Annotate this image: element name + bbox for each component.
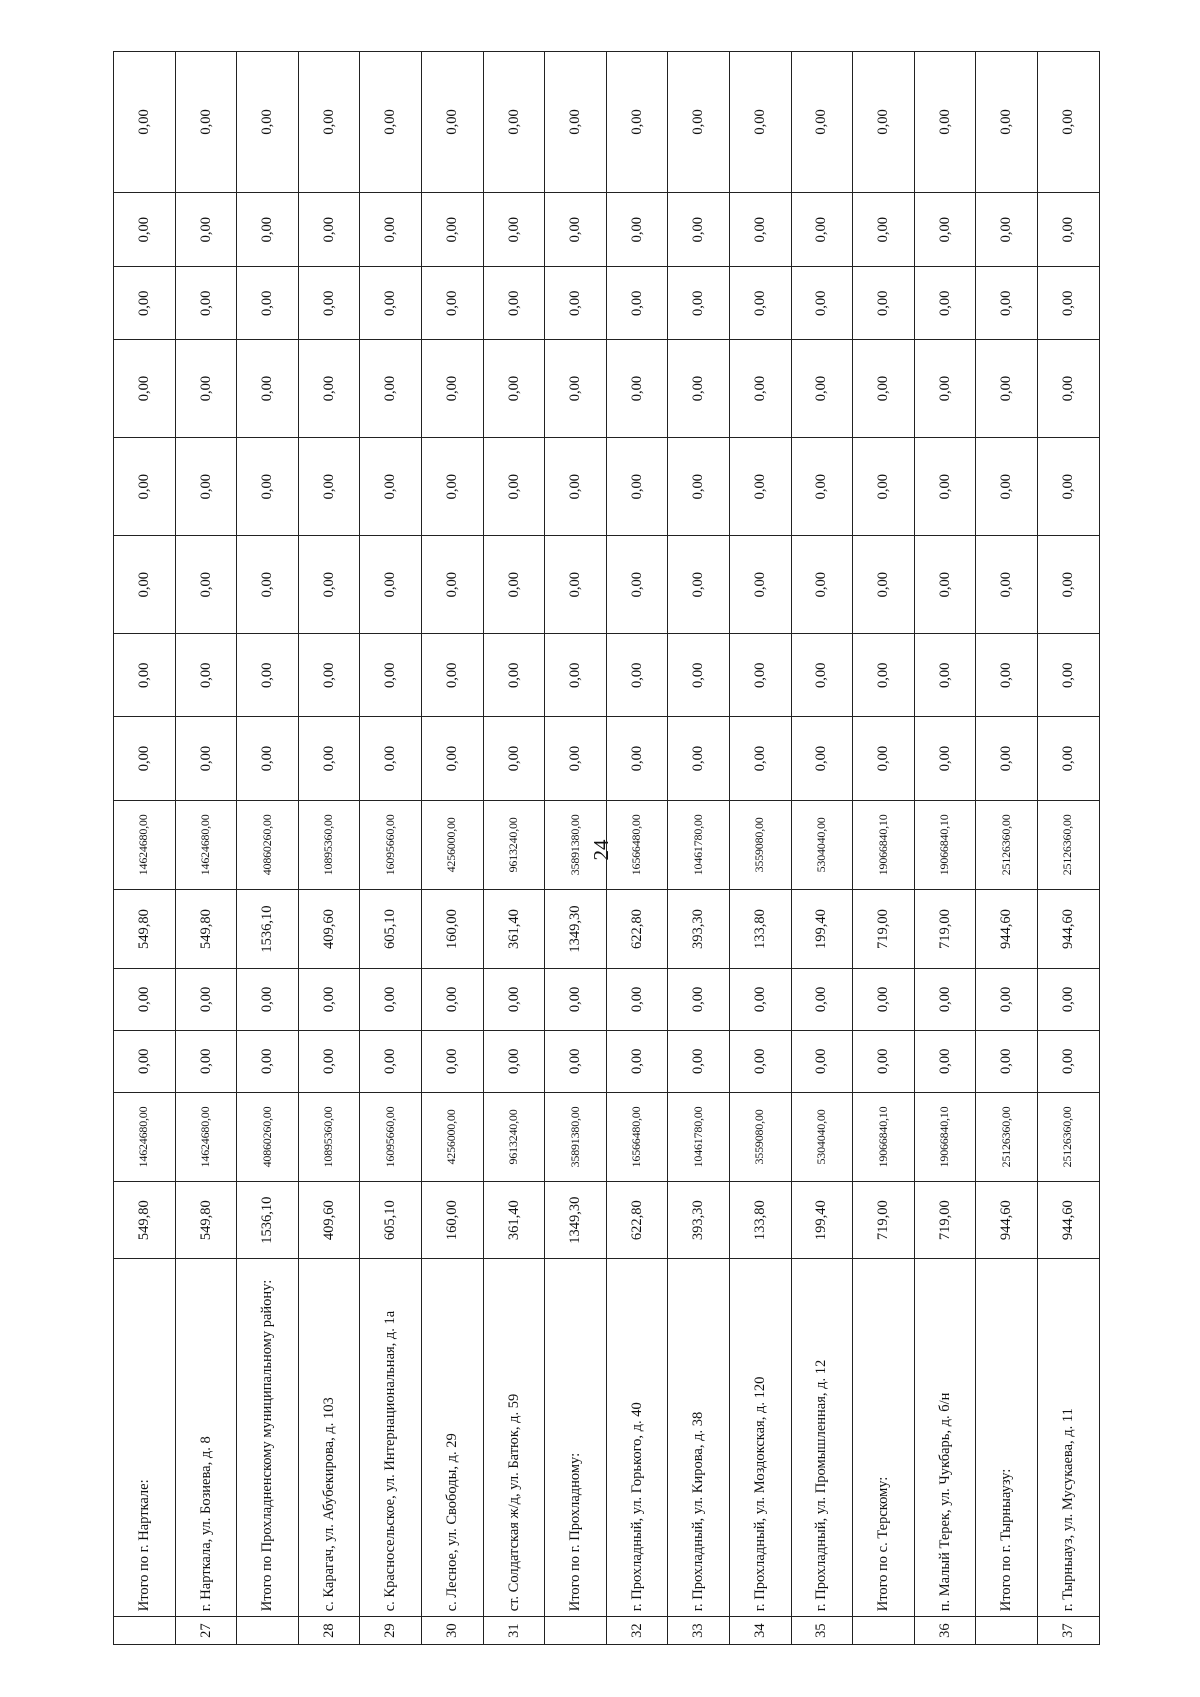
value-cell-z8: 0,00 [483, 267, 545, 340]
value-cell-z5: 0,00 [976, 536, 1038, 634]
value-cell-z1: 0,00 [237, 1030, 299, 1092]
value-cell-z1: 0,00 [791, 1030, 853, 1092]
value-cell-cost1: 25126360,00 [976, 1092, 1038, 1182]
address-cell: г. Тырныауз, ул. Мусукаева, д. 11 [1037, 1259, 1099, 1617]
value-cell-z2: 0,00 [668, 969, 730, 1031]
value-cell-z8: 0,00 [668, 267, 730, 340]
table-row [421, 52, 483, 1645]
value-cell-area1: 409,60 [298, 1182, 360, 1259]
value-cell-z6: 0,00 [545, 438, 607, 536]
value-cell-z1: 0,00 [360, 1030, 422, 1092]
table-row [298, 52, 360, 1645]
value-cell-z9: 0,00 [668, 192, 730, 267]
value-cell-cost1: 16566480,00 [606, 1092, 668, 1182]
table-body [114, 52, 1100, 1645]
value-cell-z9: 0,00 [976, 192, 1038, 267]
value-cell-z10: 0,00 [791, 52, 853, 193]
value-cell-area2: 409,60 [298, 890, 360, 969]
value-cell-z9: 0,00 [791, 192, 853, 267]
value-cell-cost1: 10461780,00 [668, 1092, 730, 1182]
value-cell-z7: 0,00 [545, 340, 607, 438]
value-cell-z5: 0,00 [606, 536, 668, 634]
value-cell-z1: 0,00 [421, 1030, 483, 1092]
address-cell: с. Красносельское, ул. Интернациональная, д. 1а [360, 1259, 422, 1617]
value-cell-z7: 0,00 [298, 340, 360, 438]
value-cell-z10: 0,00 [914, 52, 976, 193]
value-cell-z10: 0,00 [175, 52, 237, 193]
value-cell-z3: 0,00 [606, 717, 668, 800]
value-cell-z7: 0,00 [1037, 340, 1099, 438]
value-cell-z9: 0,00 [545, 192, 607, 267]
table-row [791, 52, 853, 1645]
value-cell-area1: 622,80 [606, 1182, 668, 1259]
value-cell-cost1: 14624680,00 [114, 1092, 176, 1182]
value-cell-z3: 0,00 [1037, 717, 1099, 800]
subtotal-label: Итого по г. Прохладному: [545, 1259, 607, 1617]
value-cell-z3: 0,00 [729, 717, 791, 800]
row-number: 31 [483, 1617, 545, 1645]
value-cell-z8: 0,00 [545, 267, 607, 340]
row-number [545, 1617, 607, 1645]
value-cell-z8: 0,00 [914, 267, 976, 340]
value-cell-z5: 0,00 [729, 536, 791, 634]
value-cell-z8: 0,00 [976, 267, 1038, 340]
value-cell-area1: 361,40 [483, 1182, 545, 1259]
table-row [914, 52, 976, 1645]
value-cell-cost2: 14624680,00 [175, 800, 237, 890]
value-cell-z10: 0,00 [1037, 52, 1099, 193]
value-cell-z2: 0,00 [237, 969, 299, 1031]
value-cell-z4: 0,00 [668, 634, 730, 717]
value-cell-z10: 0,00 [237, 52, 299, 193]
value-cell-z1: 0,00 [729, 1030, 791, 1092]
table-row-subtotal [976, 52, 1038, 1645]
row-number: 34 [729, 1617, 791, 1645]
table-row-subtotal [237, 52, 299, 1645]
value-cell-z4: 0,00 [853, 634, 915, 717]
value-cell-z1: 0,00 [545, 1030, 607, 1092]
value-cell-z7: 0,00 [791, 340, 853, 438]
value-cell-area1: 1349,30 [545, 1182, 607, 1259]
value-cell-z5: 0,00 [668, 536, 730, 634]
address-cell: п. Малый Терек, ул. Чукбарь, д. б/н [914, 1259, 976, 1617]
value-cell-z7: 0,00 [914, 340, 976, 438]
value-cell-z8: 0,00 [1037, 267, 1099, 340]
row-number [853, 1617, 915, 1645]
row-number [237, 1617, 299, 1645]
subtotal-label: Итого по Прохладненскому муниципальному району: [237, 1259, 299, 1617]
value-cell-z6: 0,00 [606, 438, 668, 536]
value-cell-cost2: 16095660,00 [360, 800, 422, 890]
value-cell-z2: 0,00 [791, 969, 853, 1031]
value-cell-cost2: 14624680,00 [114, 800, 176, 890]
table-row-subtotal [545, 52, 607, 1645]
address-cell: с. Лесное, ул. Свободы, д. 29 [421, 1259, 483, 1617]
value-cell-cost1: 25126360,00 [1037, 1092, 1099, 1182]
value-cell-z3: 0,00 [175, 717, 237, 800]
value-cell-z7: 0,00 [360, 340, 422, 438]
page-number: 24 [588, 839, 613, 861]
value-cell-z2: 0,00 [483, 969, 545, 1031]
value-cell-z7: 0,00 [114, 340, 176, 438]
table-row [606, 52, 668, 1645]
row-number: 32 [606, 1617, 668, 1645]
value-cell-z3: 0,00 [668, 717, 730, 800]
value-cell-area1: 393,30 [668, 1182, 730, 1259]
value-cell-z4: 0,00 [421, 634, 483, 717]
value-cell-z9: 0,00 [853, 192, 915, 267]
value-cell-area2: 549,80 [175, 890, 237, 969]
value-cell-z10: 0,00 [729, 52, 791, 193]
value-cell-cost2: 16566480,00 [606, 800, 668, 890]
value-cell-z4: 0,00 [791, 634, 853, 717]
value-cell-z8: 0,00 [791, 267, 853, 340]
value-cell-cost2: 10895360,00 [298, 800, 360, 890]
value-cell-z10: 0,00 [976, 52, 1038, 193]
value-cell-area2: 160,00 [421, 890, 483, 969]
value-cell-cost2: 19066840,10 [914, 800, 976, 890]
value-cell-area1: 719,00 [914, 1182, 976, 1259]
value-cell-cost1: 3559080,00 [729, 1092, 791, 1182]
value-cell-z5: 0,00 [114, 536, 176, 634]
value-cell-area1: 549,80 [114, 1182, 176, 1259]
address-cell: г. Прохладный, ул. Горького, д. 40 [606, 1259, 668, 1617]
value-cell-z2: 0,00 [729, 969, 791, 1031]
value-cell-z2: 0,00 [421, 969, 483, 1031]
value-cell-area2: 719,00 [853, 890, 915, 969]
value-cell-area1: 719,00 [853, 1182, 915, 1259]
value-cell-z1: 0,00 [114, 1030, 176, 1092]
value-cell-z1: 0,00 [175, 1030, 237, 1092]
row-number: 28 [298, 1617, 360, 1645]
value-cell-area2: 133,80 [729, 890, 791, 969]
value-cell-z9: 0,00 [298, 192, 360, 267]
value-cell-z8: 0,00 [360, 267, 422, 340]
subtotal-label: Итого по г. Нарткале: [114, 1259, 176, 1617]
table-row [668, 52, 730, 1645]
value-cell-z6: 0,00 [791, 438, 853, 536]
value-cell-z1: 0,00 [853, 1030, 915, 1092]
table-row [360, 52, 422, 1645]
data-table [113, 51, 1100, 1645]
address-cell: г. Прохладный, ул. Промышленная, д. 12 [791, 1259, 853, 1617]
address-cell: г. Прохладный, ул. Моздокская, д. 120 [729, 1259, 791, 1617]
value-cell-area1: 549,80 [175, 1182, 237, 1259]
value-cell-z7: 0,00 [853, 340, 915, 438]
value-cell-z3: 0,00 [421, 717, 483, 800]
value-cell-cost1: 35891380,00 [545, 1092, 607, 1182]
value-cell-area1: 944,60 [1037, 1182, 1099, 1259]
table-row-subtotal [853, 52, 915, 1645]
value-cell-z4: 0,00 [114, 634, 176, 717]
value-cell-area2: 944,60 [976, 890, 1038, 969]
value-cell-z8: 0,00 [114, 267, 176, 340]
value-cell-z9: 0,00 [237, 192, 299, 267]
value-cell-cost2: 4256000,00 [421, 800, 483, 890]
value-cell-z2: 0,00 [298, 969, 360, 1031]
value-cell-cost2: 25126360,00 [976, 800, 1038, 890]
value-cell-cost2: 25126360,00 [1037, 800, 1099, 890]
address-cell: ст. Солдатская ж/д, ул. Батюк, д. 59 [483, 1259, 545, 1617]
value-cell-z5: 0,00 [791, 536, 853, 634]
value-cell-z1: 0,00 [1037, 1030, 1099, 1092]
value-cell-z10: 0,00 [853, 52, 915, 193]
value-cell-z1: 0,00 [976, 1030, 1038, 1092]
value-cell-z6: 0,00 [853, 438, 915, 536]
value-cell-z3: 0,00 [237, 717, 299, 800]
value-cell-area2: 944,60 [1037, 890, 1099, 969]
value-cell-z3: 0,00 [360, 717, 422, 800]
value-cell-z6: 0,00 [421, 438, 483, 536]
subtotal-label: Итого по г. Тырныаузу: [976, 1259, 1038, 1617]
value-cell-z3: 0,00 [853, 717, 915, 800]
value-cell-cost2: 19066840,10 [853, 800, 915, 890]
value-cell-z5: 0,00 [421, 536, 483, 634]
value-cell-z4: 0,00 [175, 634, 237, 717]
value-cell-z3: 0,00 [914, 717, 976, 800]
value-cell-cost1: 40860260,00 [237, 1092, 299, 1182]
address-cell: с. Карагач, ул. Абубекирова, д. 103 [298, 1259, 360, 1617]
value-cell-z3: 0,00 [483, 717, 545, 800]
value-cell-area2: 393,30 [668, 890, 730, 969]
value-cell-z9: 0,00 [914, 192, 976, 267]
value-cell-area2: 549,80 [114, 890, 176, 969]
table-row [175, 52, 237, 1645]
value-cell-z7: 0,00 [606, 340, 668, 438]
value-cell-z9: 0,00 [114, 192, 176, 267]
value-cell-z4: 0,00 [729, 634, 791, 717]
value-cell-z9: 0,00 [360, 192, 422, 267]
value-cell-cost1: 19066840,10 [914, 1092, 976, 1182]
value-cell-z9: 0,00 [729, 192, 791, 267]
value-cell-z6: 0,00 [360, 438, 422, 536]
value-cell-area2: 622,80 [606, 890, 668, 969]
value-cell-z10: 0,00 [545, 52, 607, 193]
value-cell-z6: 0,00 [668, 438, 730, 536]
value-cell-cost1: 19066840,10 [853, 1092, 915, 1182]
value-cell-z2: 0,00 [914, 969, 976, 1031]
value-cell-cost2: 10461780,00 [668, 800, 730, 890]
value-cell-z6: 0,00 [729, 438, 791, 536]
value-cell-z1: 0,00 [914, 1030, 976, 1092]
value-cell-z10: 0,00 [298, 52, 360, 193]
value-cell-area1: 605,10 [360, 1182, 422, 1259]
row-number: 29 [360, 1617, 422, 1645]
value-cell-z6: 0,00 [237, 438, 299, 536]
value-cell-area1: 1536,10 [237, 1182, 299, 1259]
value-cell-z5: 0,00 [360, 536, 422, 634]
row-number [114, 1617, 176, 1645]
value-cell-z7: 0,00 [421, 340, 483, 438]
value-cell-z1: 0,00 [668, 1030, 730, 1092]
value-cell-z6: 0,00 [175, 438, 237, 536]
value-cell-cost2: 9613240,00 [483, 800, 545, 890]
value-cell-z3: 0,00 [791, 717, 853, 800]
table-row [729, 52, 791, 1645]
value-cell-z1: 0,00 [606, 1030, 668, 1092]
value-cell-cost1: 16095660,00 [360, 1092, 422, 1182]
value-cell-z7: 0,00 [976, 340, 1038, 438]
value-cell-z7: 0,00 [668, 340, 730, 438]
value-cell-cost1: 5304040,00 [791, 1092, 853, 1182]
row-number: 37 [1037, 1617, 1099, 1645]
value-cell-z8: 0,00 [606, 267, 668, 340]
value-cell-z6: 0,00 [1037, 438, 1099, 536]
row-number: 33 [668, 1617, 730, 1645]
value-cell-z9: 0,00 [175, 192, 237, 267]
value-cell-z8: 0,00 [853, 267, 915, 340]
table-row [1037, 52, 1099, 1645]
value-cell-z4: 0,00 [914, 634, 976, 717]
row-number: 36 [914, 1617, 976, 1645]
value-cell-z9: 0,00 [1037, 192, 1099, 267]
value-cell-z4: 0,00 [237, 634, 299, 717]
value-cell-z3: 0,00 [298, 717, 360, 800]
value-cell-z8: 0,00 [729, 267, 791, 340]
value-cell-z8: 0,00 [175, 267, 237, 340]
value-cell-z4: 0,00 [1037, 634, 1099, 717]
value-cell-z2: 0,00 [976, 969, 1038, 1031]
value-cell-z10: 0,00 [668, 52, 730, 193]
value-cell-cost1: 4256000,00 [421, 1092, 483, 1182]
value-cell-z4: 0,00 [545, 634, 607, 717]
value-cell-z4: 0,00 [976, 634, 1038, 717]
value-cell-z4: 0,00 [483, 634, 545, 717]
value-cell-z7: 0,00 [729, 340, 791, 438]
value-cell-z6: 0,00 [914, 438, 976, 536]
row-number: 27 [175, 1617, 237, 1645]
value-cell-z2: 0,00 [175, 969, 237, 1031]
value-cell-cost1: 9613240,00 [483, 1092, 545, 1182]
value-cell-z2: 0,00 [545, 969, 607, 1031]
value-cell-area2: 361,40 [483, 890, 545, 969]
value-cell-cost2: 3559080,00 [729, 800, 791, 890]
value-cell-cost2: 35891380,00 [545, 800, 607, 890]
value-cell-z2: 0,00 [360, 969, 422, 1031]
value-cell-z3: 0,00 [545, 717, 607, 800]
value-cell-z2: 0,00 [114, 969, 176, 1031]
table-row [483, 52, 545, 1645]
value-cell-z3: 0,00 [976, 717, 1038, 800]
value-cell-z5: 0,00 [483, 536, 545, 634]
rotated-table-container [113, 51, 1099, 1645]
value-cell-z5: 0,00 [853, 536, 915, 634]
value-cell-z9: 0,00 [421, 192, 483, 267]
row-number [976, 1617, 1038, 1645]
table-row-subtotal [114, 52, 176, 1645]
value-cell-z5: 0,00 [545, 536, 607, 634]
value-cell-z8: 0,00 [237, 267, 299, 340]
value-cell-z2: 0,00 [853, 969, 915, 1031]
value-cell-z8: 0,00 [298, 267, 360, 340]
value-cell-z2: 0,00 [606, 969, 668, 1031]
value-cell-cost1: 14624680,00 [175, 1092, 237, 1182]
value-cell-area2: 605,10 [360, 890, 422, 969]
value-cell-z5: 0,00 [175, 536, 237, 634]
value-cell-z6: 0,00 [114, 438, 176, 536]
address-cell: г. Прохладный, ул. Кирова, д. 38 [668, 1259, 730, 1617]
subtotal-label: Итого по с. Терскому: [853, 1259, 915, 1617]
value-cell-area2: 719,00 [914, 890, 976, 969]
value-cell-z5: 0,00 [298, 536, 360, 634]
value-cell-area2: 199,40 [791, 890, 853, 969]
value-cell-z5: 0,00 [237, 536, 299, 634]
value-cell-z1: 0,00 [298, 1030, 360, 1092]
value-cell-area1: 944,60 [976, 1182, 1038, 1259]
value-cell-z4: 0,00 [360, 634, 422, 717]
value-cell-area1: 199,40 [791, 1182, 853, 1259]
row-number: 30 [421, 1617, 483, 1645]
value-cell-area1: 133,80 [729, 1182, 791, 1259]
value-cell-z10: 0,00 [483, 52, 545, 193]
value-cell-z5: 0,00 [914, 536, 976, 634]
value-cell-z1: 0,00 [483, 1030, 545, 1092]
value-cell-z10: 0,00 [114, 52, 176, 193]
value-cell-z2: 0,00 [1037, 969, 1099, 1031]
value-cell-z10: 0,00 [421, 52, 483, 193]
value-cell-z4: 0,00 [606, 634, 668, 717]
row-number: 35 [791, 1617, 853, 1645]
value-cell-z7: 0,00 [237, 340, 299, 438]
value-cell-area2: 1536,10 [237, 890, 299, 969]
value-cell-z9: 0,00 [483, 192, 545, 267]
address-cell: г. Нарткала, ул. Бозиева, д. 8 [175, 1259, 237, 1617]
value-cell-cost1: 10895360,00 [298, 1092, 360, 1182]
value-cell-z7: 0,00 [483, 340, 545, 438]
value-cell-z3: 0,00 [114, 717, 176, 800]
value-cell-z10: 0,00 [606, 52, 668, 193]
value-cell-z7: 0,00 [175, 340, 237, 438]
value-cell-z6: 0,00 [298, 438, 360, 536]
value-cell-z6: 0,00 [483, 438, 545, 536]
value-cell-z9: 0,00 [606, 192, 668, 267]
value-cell-z10: 0,00 [360, 52, 422, 193]
value-cell-area2: 1349,30 [545, 890, 607, 969]
value-cell-z8: 0,00 [421, 267, 483, 340]
value-cell-area1: 160,00 [421, 1182, 483, 1259]
value-cell-z6: 0,00 [976, 438, 1038, 536]
value-cell-z5: 0,00 [1037, 536, 1099, 634]
value-cell-cost2: 5304040,00 [791, 800, 853, 890]
value-cell-z4: 0,00 [298, 634, 360, 717]
value-cell-cost2: 40860260,00 [237, 800, 299, 890]
